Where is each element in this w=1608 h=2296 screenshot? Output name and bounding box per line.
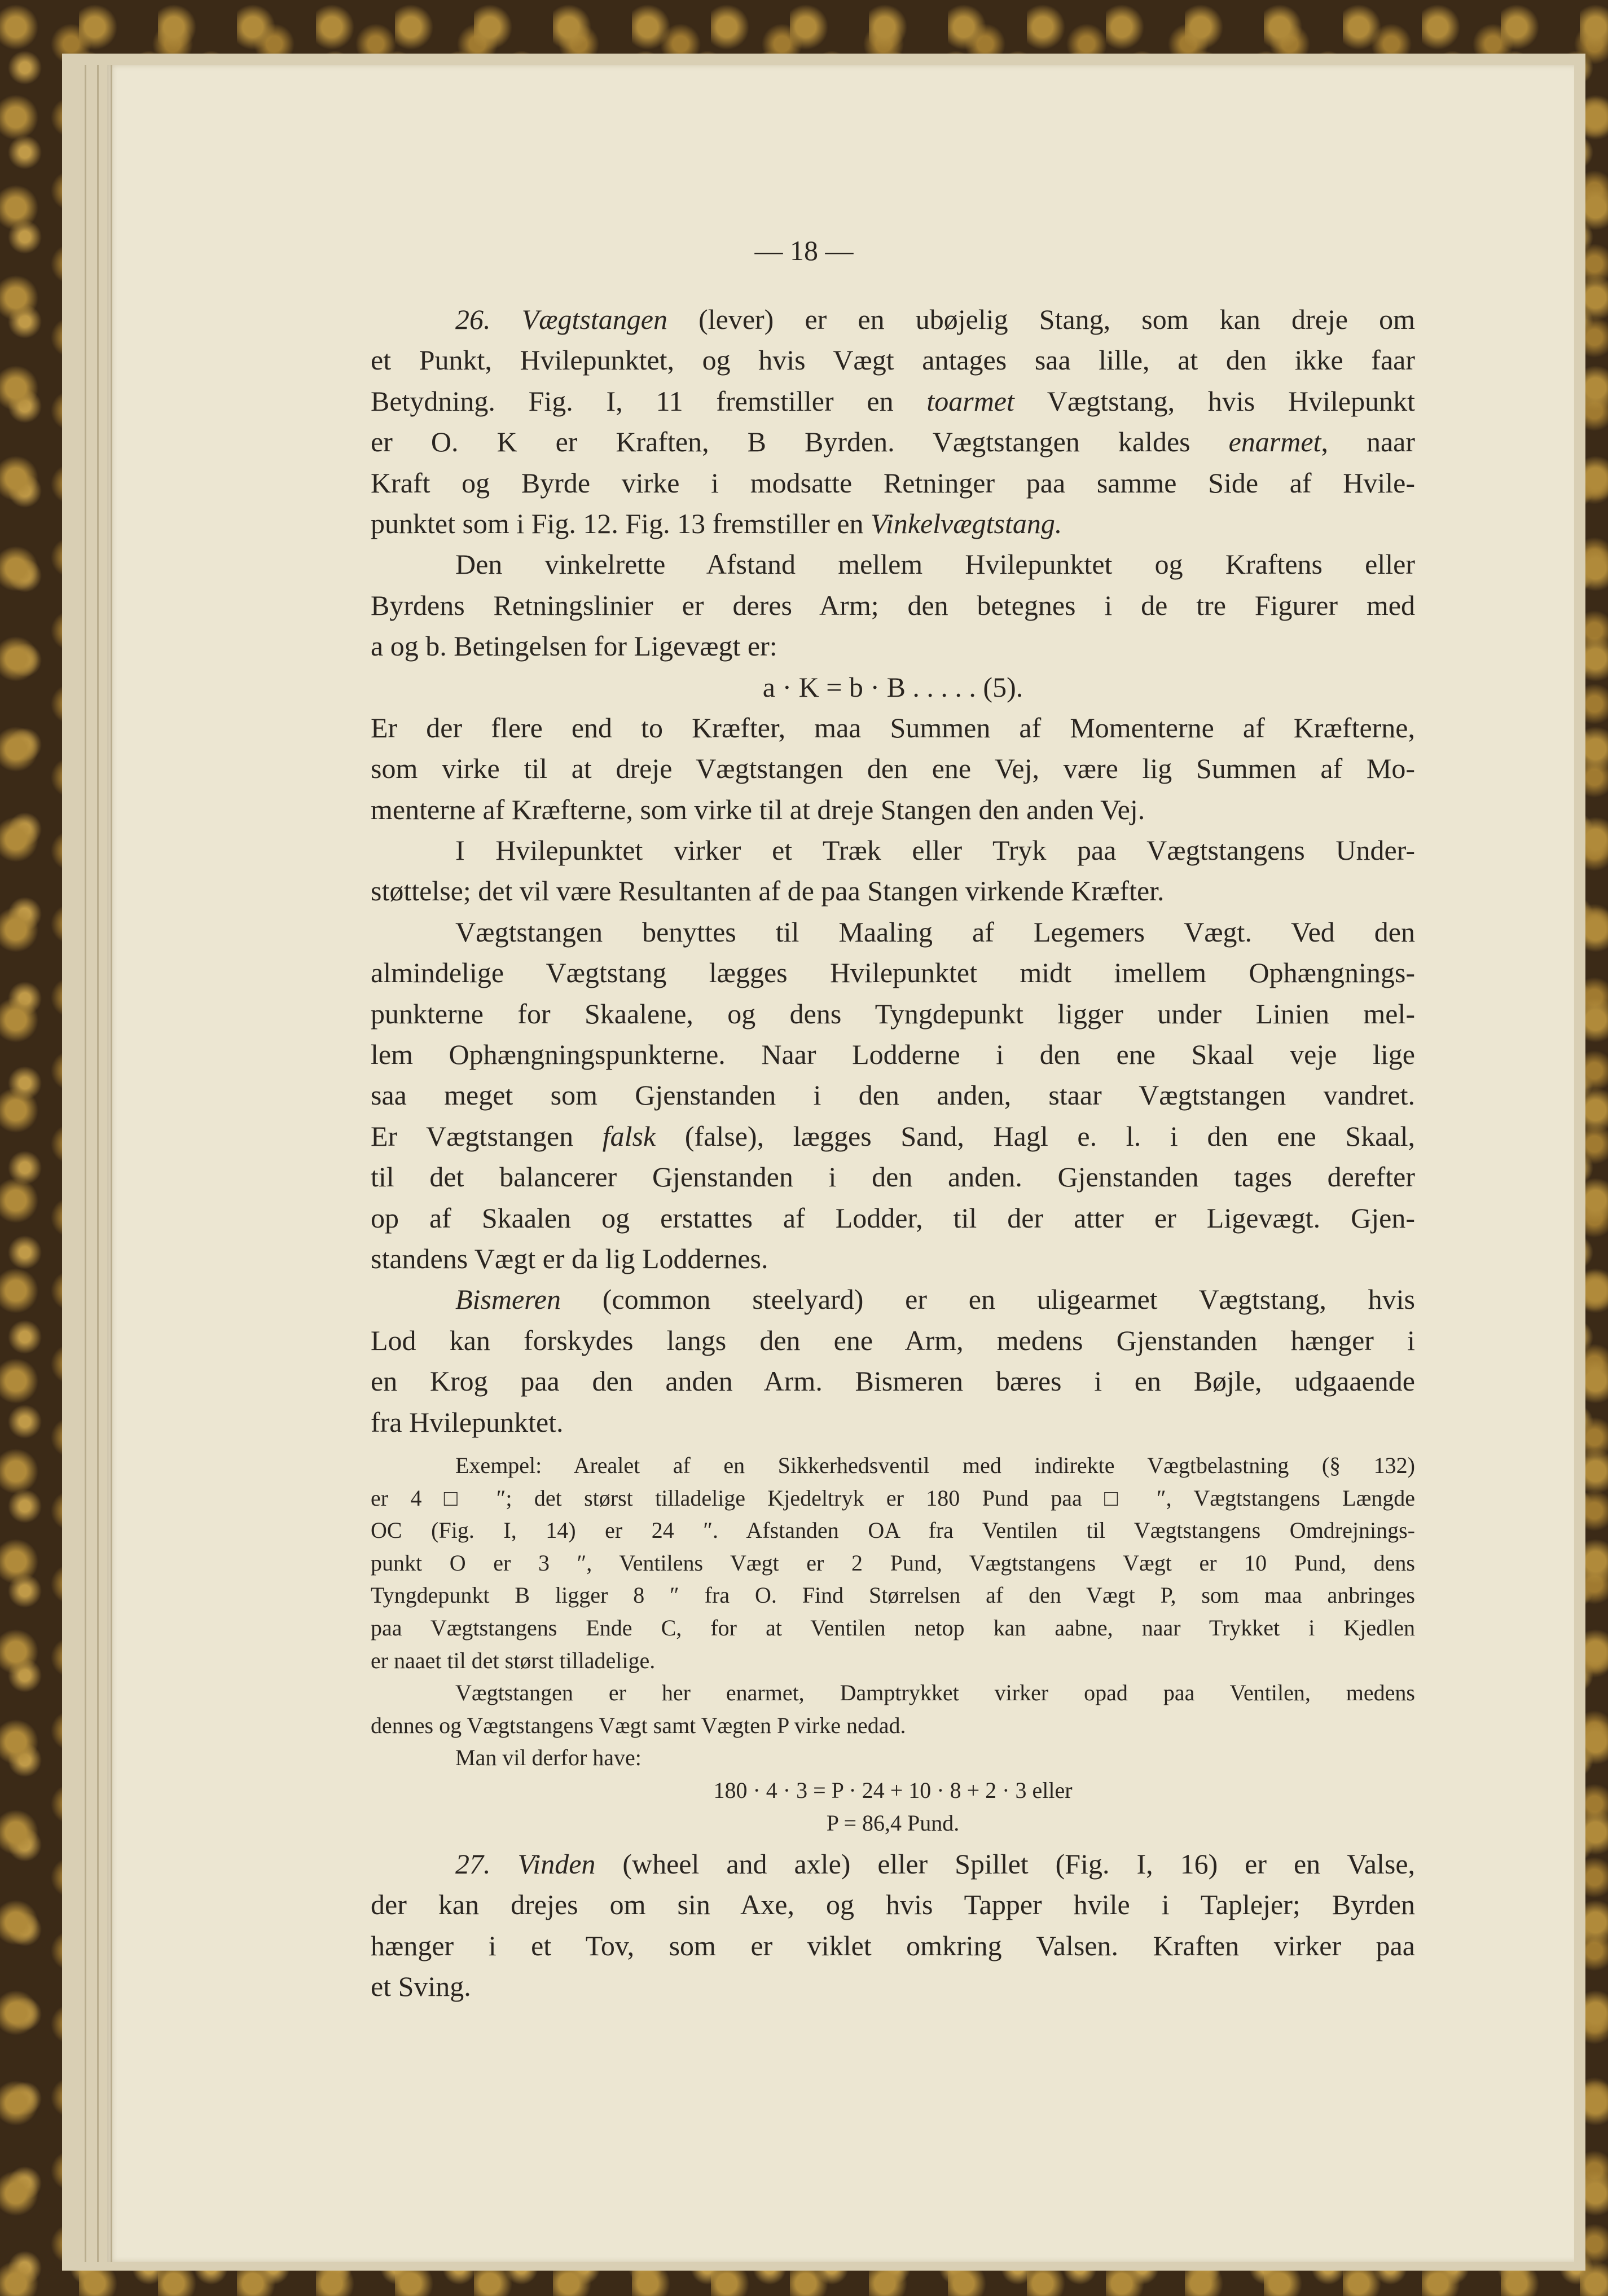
text-segment: Vægtstangen er her enarmet, Damptrykket virker opad paa Ventilen, medens bbox=[455, 1680, 1415, 1706]
text-line bbox=[371, 1514, 1415, 1547]
italic-text: enarmet bbox=[1228, 426, 1321, 458]
text-line bbox=[371, 1612, 1415, 1644]
paragraph bbox=[371, 1449, 1415, 1677]
text-line bbox=[371, 340, 1415, 380]
text-segment: dennes og Vægtstangens Vægt samt Vægten P virke nedad. bbox=[371, 1712, 906, 1738]
text-line bbox=[371, 912, 1415, 952]
text-segment: a · K = b · B . . . . . (5). bbox=[762, 671, 1023, 703]
text-line bbox=[371, 1547, 1415, 1580]
text-line bbox=[371, 1741, 1415, 1774]
text-segment: en Krog paa den anden Arm. Bismeren bæres i en Bøjle, udgaaende bbox=[371, 1365, 1415, 1397]
text-line bbox=[371, 952, 1415, 993]
text-segment: der kan drejes om sin Axe, og hvis Tapper hvile i Taplejer; Byrden bbox=[371, 1889, 1415, 1921]
text-segment: til det balancerer Gjenstanden i den anden. Gjenstanden tages derefter bbox=[371, 1161, 1415, 1193]
text-line bbox=[371, 1925, 1415, 1966]
text-line bbox=[371, 381, 1415, 421]
text-segment: lem Ophængningspunkterne. Naar Lodderne i den ene Skaal veje lige bbox=[371, 1039, 1415, 1071]
text-segment: (wheel and axle) eller Spillet (Fig. I, 16) er en Valse, bbox=[595, 1848, 1415, 1880]
page-edge-line bbox=[97, 65, 99, 2262]
text-segment: 180 · 4 · 3 = P · 24 + 10 · 8 + 2 · 3 eller bbox=[713, 1777, 1073, 1803]
text-segment: (false), lægges Sand, Hagl e. l. i den ene Skaal, bbox=[656, 1120, 1415, 1152]
text-line bbox=[371, 544, 1415, 584]
text-segment: er naaet til det størst tilladelige. bbox=[371, 1647, 656, 1673]
text-segment: I Hvilepunktet virker et Træk eller Tryk paa Vægtstangens Under- bbox=[455, 834, 1415, 867]
text-segment: Betydning. Fig. I, 11 fremstiller en bbox=[371, 385, 927, 417]
italic-text: toarmet bbox=[926, 385, 1014, 417]
formula bbox=[371, 667, 1415, 707]
text-segment: Er Vægtstangen bbox=[371, 1120, 603, 1152]
text-segment: , naar bbox=[1321, 426, 1415, 458]
text-line bbox=[371, 1238, 1415, 1279]
paragraph bbox=[371, 1279, 1415, 1442]
text-line bbox=[371, 626, 1415, 666]
text-line bbox=[371, 1884, 1415, 1925]
text-segment: Exempel: Arealet af en Sikkerhedsventil med indirekte Vægtbelastning (§ 132) bbox=[455, 1453, 1415, 1478]
text-line bbox=[371, 1361, 1415, 1401]
paragraph bbox=[371, 299, 1415, 544]
text-segment bbox=[491, 1848, 518, 1880]
text-line bbox=[371, 1116, 1415, 1156]
text-segment: (common steelyard) er en uligearmet Vægtstang, hvis bbox=[561, 1283, 1415, 1316]
paragraph bbox=[371, 707, 1415, 830]
text-line bbox=[371, 993, 1415, 1034]
text-line bbox=[371, 1198, 1415, 1238]
text-line bbox=[371, 1774, 1415, 1807]
text-segment: OC (Fig. I, 14) er 24 ″. Afstanden OA fra Ventilen til Vægtstangens Omdrejnings- bbox=[371, 1518, 1415, 1543]
italic-text: Bismeren bbox=[455, 1283, 561, 1316]
body-text-section-2 bbox=[371, 1844, 1415, 2007]
text-segment: almindelige Vægtstang lægges Hvilepunktet midt imellem Ophængnings- bbox=[371, 957, 1415, 989]
paragraph bbox=[371, 544, 1415, 666]
italic-text: Vægtstangen bbox=[521, 304, 667, 335]
text-segment: et Punkt, Hvilepunktet, og hvis Vægt antages saa lille, at den ikke faar bbox=[371, 344, 1415, 376]
text-line bbox=[371, 707, 1415, 748]
page-edge-line bbox=[111, 65, 112, 2262]
paragraph bbox=[371, 1741, 1415, 1774]
text-line bbox=[371, 1034, 1415, 1075]
text-line bbox=[371, 463, 1415, 503]
text-segment: Byrdens Retningslinier er deres Arm; den betegnes i de tre Figurer med bbox=[371, 589, 1415, 621]
text-segment: et Sving. bbox=[371, 1970, 471, 2003]
text-line bbox=[371, 421, 1415, 462]
text-segment: er 4 □ ″; det størst tilladelige Kjedeltryk er 180 Pund paa □ ″, Vægtstangens Længde bbox=[371, 1485, 1415, 1511]
text-line bbox=[371, 1156, 1415, 1197]
text-segment: punkterne for Skaalene, og dens Tyngdepunkt ligger under Linien mel- bbox=[371, 997, 1415, 1030]
text-line bbox=[371, 1807, 1415, 1840]
italic-text: 27. bbox=[455, 1848, 491, 1880]
text-segment: fra Hvilepunktet. bbox=[371, 1406, 564, 1438]
text-segment: Lod kan forskydes langs den ene Arm, medens Gjenstanden hænger i bbox=[371, 1324, 1415, 1356]
text-segment: punkt O er 3 ″, Ventilens Vægt er 2 Pund, Vægtstangens Vægt er 10 Pund, dens bbox=[371, 1550, 1415, 1576]
text-segment: Den vinkelrette Afstand mellem Hvilepunktet og Kraftens eller bbox=[455, 548, 1415, 580]
text-segment: Man vil derfor have: bbox=[455, 1745, 642, 1771]
body-text-section-1 bbox=[371, 299, 1415, 1442]
italic-text: Vinden bbox=[517, 1848, 596, 1880]
text-segment: hænger i et Tov, som er viklet omkring Valsen. Kraften virker paa bbox=[371, 1929, 1415, 1961]
text-line bbox=[371, 585, 1415, 626]
text-line bbox=[371, 1644, 1415, 1677]
page-number: — 18 — bbox=[754, 235, 854, 266]
text-line bbox=[371, 1709, 1415, 1742]
text-segment: a og b. Betingelsen for Ligevægt er: bbox=[371, 630, 777, 662]
italic-text: 26. bbox=[455, 304, 491, 335]
text-segment: som virke til at dreje Vægtstangen den ene Vej, være lig Summen af Mo- bbox=[371, 753, 1415, 785]
text-line bbox=[371, 748, 1415, 789]
text-segment: punktet som i Fig. 12. Fig. 13 fremstiller en bbox=[371, 507, 871, 539]
text-line bbox=[371, 870, 1415, 911]
text-line bbox=[371, 1579, 1415, 1612]
text-segment: er O. K er Kraften, B Byrden. Vægtstangen kaldes bbox=[371, 426, 1229, 458]
text-line bbox=[371, 789, 1415, 830]
text-segment: Vægtstang, hvis Hvilepunkt bbox=[1014, 385, 1415, 417]
text-line bbox=[371, 1279, 1415, 1319]
text-line bbox=[371, 667, 1415, 707]
text-segment: støttelse; det vil være Resultanten af de paa Stangen virkende Kræfter. bbox=[371, 875, 1165, 907]
paragraph bbox=[371, 1677, 1415, 1741]
text-segment: Vægtstangen benyttes til Maaling af Legemers Vægt. Ved den bbox=[455, 916, 1415, 948]
paragraph bbox=[371, 912, 1415, 1279]
text-line bbox=[371, 1075, 1415, 1115]
text-line bbox=[371, 1449, 1415, 1482]
text-line bbox=[371, 830, 1415, 870]
text-line bbox=[371, 299, 1415, 340]
text-line bbox=[371, 1320, 1415, 1361]
text-line bbox=[371, 1402, 1415, 1442]
paragraph bbox=[371, 1844, 1415, 2007]
text-segment: P = 86,4 Pund. bbox=[826, 1810, 960, 1836]
text-segment: (lever) er en ubøjelig Stang, som kan dreje om bbox=[667, 304, 1415, 335]
example-section bbox=[371, 1449, 1415, 1839]
text-line bbox=[371, 1966, 1415, 2007]
text-line bbox=[371, 1844, 1415, 1884]
italic-text: Vinkelvægtstang. bbox=[871, 507, 1062, 539]
italic-text: falsk bbox=[602, 1120, 656, 1152]
text-segment: Tyngdepunkt B ligger 8 ″ fra O. Find Størrelsen af den Vægt P, som maa anbringes bbox=[371, 1582, 1415, 1608]
text-segment: saa meget som Gjenstanden i den anden, staar Vægtstangen vandret. bbox=[371, 1079, 1415, 1111]
paragraph bbox=[371, 830, 1415, 912]
text-segment: paa Vægtstangens Ende C, for at Ventilen netop kan aabne, naar Trykket i Kjedlen bbox=[371, 1615, 1415, 1640]
text-line bbox=[371, 1482, 1415, 1515]
text-segment: Er der flere end to Kræfter, maa Summen af Momenterne af Kræfterne, bbox=[371, 711, 1415, 744]
formula bbox=[371, 1774, 1415, 1839]
text-segment: standens Vægt er da lig Loddernes. bbox=[371, 1242, 768, 1274]
text-segment bbox=[491, 304, 522, 335]
text-segment: Kraft og Byrde virke i modsatte Retninger paa samme Side af Hvile- bbox=[371, 467, 1415, 499]
text-line bbox=[371, 503, 1415, 544]
text-segment: menterne af Kræfterne, som virke til at dreje Stangen den anden Vej. bbox=[371, 793, 1145, 825]
text-line bbox=[371, 1677, 1415, 1709]
page-edge-line bbox=[85, 65, 86, 2262]
text-segment: op af Skaalen og erstattes af Lodder, til der atter er Ligevægt. Gjen- bbox=[371, 1202, 1415, 1234]
